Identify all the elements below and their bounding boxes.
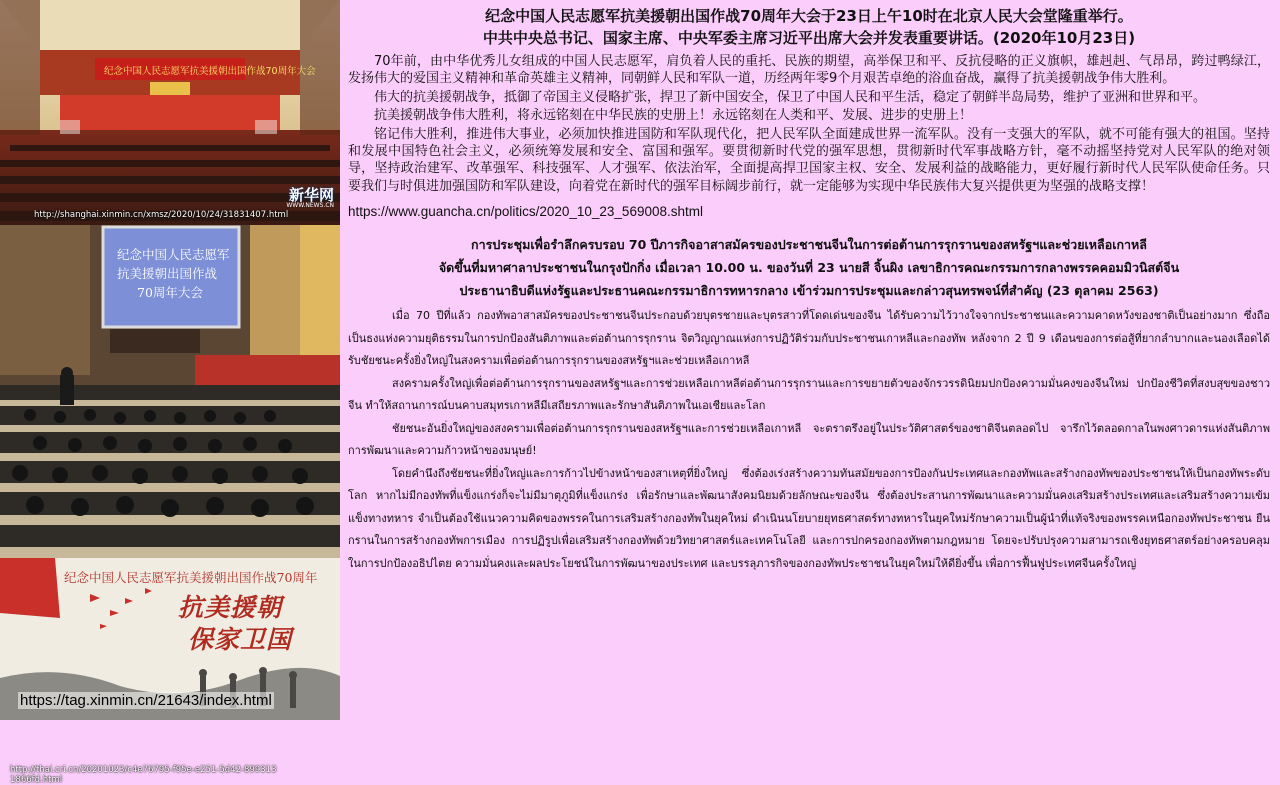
screen-line: 抗美援朝出国作战: [117, 266, 218, 281]
photo2-credit: http://thai.cri.cn/20201023/c4e76795-f95e-e251-5d42-8993131866fd.html: [10, 765, 277, 785]
chinese-paragraph: 铭记伟大胜利，推进伟大事业，必须加快推进国防和军队现代化，把人民军队全面建成世界一流军队。没有一支强大的军队，就不可能有强大的祖国。坚持和发展中国特色社会主义，必须统筹发展和安全、富国和强军。要贯彻新时代党的强军思想，贯彻新时代军事战略方针，毫不动摇坚持党对人民军队的绝对领导，坚持政治建军、改革强军、科技强军、人才强军、依法治军，全面提高捍卫国家主权、安全、发展利益的战略能力，更好履行新时代人民军队使命任务。只要我们与时俱进加强国防和军队建设，向着党在新时代的强军目标阔步前行，就一定能够为实现中华民族伟大复兴提供更为坚强的战略支撑！: [348, 126, 1270, 194]
thai-paragraph: ชัยชนะอันยิ่งใหญ่ของสงครามเพื่อต่อต้านการรุกรานของสหรัฐฯและการช่วยเหลือเกาหลี จะตราตรึงอยู่ในประวัติศาสตร์ของชาติจีนตลอดไป จารึกไว้ตลอดกาลในพงศาวดารแห่งสันติภาพการพัฒนาและความก้าวหน้าของมนุษย์!: [348, 421, 1270, 458]
assembly-hall-photo: [0, 0, 340, 225]
screen-line: 纪念中国人民志愿军: [117, 247, 230, 262]
chinese-paragraph: 70年前，由中华优秀儿女组成的中国人民志愿军，肩负着人民的重托、民族的期望，高举保卫和平、反抗侵略的正义旗帜，雄赳赳、气昂昂，跨过鸭绿江，发扬伟大的爱国主义精神和革命英雄主义精神，同朝鲜人民和军队一道，历经两年零9个月艰苦卓绝的浴血奋战，赢得了抗美援朝战争伟大胜利。: [348, 54, 1270, 87]
poster-calligraphy: [178, 592, 318, 656]
thai-headline: [348, 233, 1270, 302]
bottom-source-link[interactable]: https://tag.xinmin.cn/21643/index.html: [20, 692, 272, 709]
thai-paragraph: สงครามครั้งใหญ่เพื่อต่อต้านการรุกรานของสหรัฐฯและการช่วยเหลือเกาหลีต่อต้านการรุกรานและการขยายตัวของจักรวรรดินิยมปกป้องความมั่นคงของจีนใหม่ ปกป้องชีวิตที่สงบสุขของชาวจีน ทำให้สถานการณ์บนคาบสมุทรเกาหลีมีเสถียรภาพและรักษาสันติภาพในเอเชียและโลก: [348, 376, 1270, 413]
thai-paragraph: โดยคำนึงถึงชัยชนะที่ยิ่งใหญ่และการก้าวไปข้างหน้าของสาเหตุที่ยิ่งใหญ่ ซึ่งต้องเร่งสร้างความทันสมัยของการป้องกันประเทศและกองทัพและสร้างกองทัพของประชาชนให้เป็นกองทัพระดับโลก หากไม่มีกองทัพที่แข็งแกร่งก็จะไม่มีมาตุภูมิที่แข็งแกร่ง เพื่อรักษาและพัฒนาสังคมนิยมด้วยลักษณะของจีน ซึ่งต้องประสานการพัฒนาและความมั่นคงเสริมสร้างประเทศและเสริมสร้างความเข้มแข็งทางทหาร จำเป็นต้องใช้แนวความคิดของพรรคในการเสริมสร้างกองทัพในยุคใหม่ ดำเนินนโยบายยุทธศาสตร์ทางทหารในยุคใหม่รักษาความเป็นผู้นำที่แท้จริงของพรรคเหนือกองทัพประชาชน ยืนกรานในการสร้างกองทัพการเมือง การปฏิรูปเพื่อเสริมสร้างกองทัพด้วยวิทยาศาสตร์และเทคโนโลยี และการปกครองกองทัพตามกฎหมาย โดยจะปรับปรุงความสามารถเชิงยุทธศาสตร์อย่างครอบคลุมในการปกป้องอธิปไตย ความมั่นคงและผลประโยชน์ในการพัฒนาของประเทศ และบรรลุภารกิจของกองทัพประชาชนในยุคใหม่ให้ดียิ่งขึ้น เพื่อการฟื้นฟูประเทศจีนครั้งใหญ่: [348, 466, 1270, 570]
photo1-credit: http://shanghai.xinmin.cn/xmsz/2020/10/24/31831407.html: [34, 210, 289, 220]
chinese-headline-line: 纪念中国人民志愿军抗美援朝出国作战70周年大会于23日上午10时在北京人民大会堂隆重举行。: [485, 7, 1133, 25]
screen-line: 70周年大会: [137, 285, 203, 300]
screen-caption: [117, 245, 230, 302]
calligraphy-line: 抗美援朝: [178, 593, 283, 622]
thai-headline-line: จัดขึ้นที่มหาศาลาประชาชนในกรุงปักกิ่ง เมื่อเวลา 10.00 น. ของวันที่ 23 นายสี จิ้นผิง เลขาธิการคณะกรรมการกลางพรรคคอมมิวนิสต์จีน: [438, 260, 1180, 276]
thai-headline-line: การประชุมเพื่อรำลึกครบรอบ 70 ปีภารกิจอาสาสมัครของประชาชนจีนในการต่อต้านการรุกรานของสหรัฐฯและช่วยเหลือเกาหลี: [471, 237, 1147, 253]
article-column: [348, 0, 1270, 575]
chinese-paragraph: 伟大的抗美援朝战争，抵御了帝国主义侵略扩张，捍卫了新中国安全，保卫了中国人民和平生活，稳定了朝鲜半岛局势，维护了亚洲和世界和平。: [374, 89, 1207, 105]
thai-paragraph: เมื่อ 70 ปีที่แล้ว กองทัพอาสาสมัครของประชาชนจีนประกอบด้วยบุตรชายและบุตรสาวที่โดดเด่นของจีน ได้รับความไว้วางใจจากประชาชนและความคาดหวังของชาติเป็นอย่างมาก ซึ่งถือเป็นธงแห่งความยุติธรรมในการปกป้องสันติภาพและต่อต้านการรุกราน จิตวิญญาณแห่งการปฏิวัติร่วมกับประชาชนเกาหลีและกองทัพ หลังจาก 2 ปี 9 เดือนของการต่อสู้ที่ยากลำบากและนองเลือดได้รับชัยชนะครั้งยิ่งใหญ่ในสงครามเพื่อต่อต้านการรุกรานของสหรัฐฯและช่วยเหลือเกาหลี: [348, 309, 1270, 368]
calligraphy-line: 保家卫国: [188, 625, 293, 654]
photo-column: [0, 0, 340, 785]
chinese-headline-line: 中共中央总书记、国家主席、中央军委主席习近平出席大会并发表重要讲话。(2020年10月23日): [482, 29, 1136, 47]
guancha-source-link[interactable]: https://www.guancha.cn/politics/2020_10_23_569008.shtml: [348, 204, 703, 220]
thai-headline-line: ประธานาธิบดีแห่งรัฐและประธานคณะกรรมาธิการทหารกลาง เข้าร่วมการประชุมและกล่าวสุนทรพจน์ที่สำคัญ (23 ตุลาคม 2563): [459, 283, 1159, 299]
xinhua-watermark: 新华网: [288, 186, 334, 204]
hall-banner-text: 纪念中国人民志愿军抗美援朝出国作战70周年大会: [104, 66, 316, 77]
chinese-headline: [348, 5, 1270, 49]
poster-title: 纪念中国人民志愿军抗美援朝出国作战70周年: [64, 570, 318, 585]
xinhua-watermark-sub: WWW.NEWS.CN: [286, 202, 334, 209]
chinese-paragraph: 抗美援朝战争伟大胜利，将永远铭刻在中华民族的史册上！永远铭刻在人类和平、发展、进步的史册上！: [374, 108, 973, 124]
